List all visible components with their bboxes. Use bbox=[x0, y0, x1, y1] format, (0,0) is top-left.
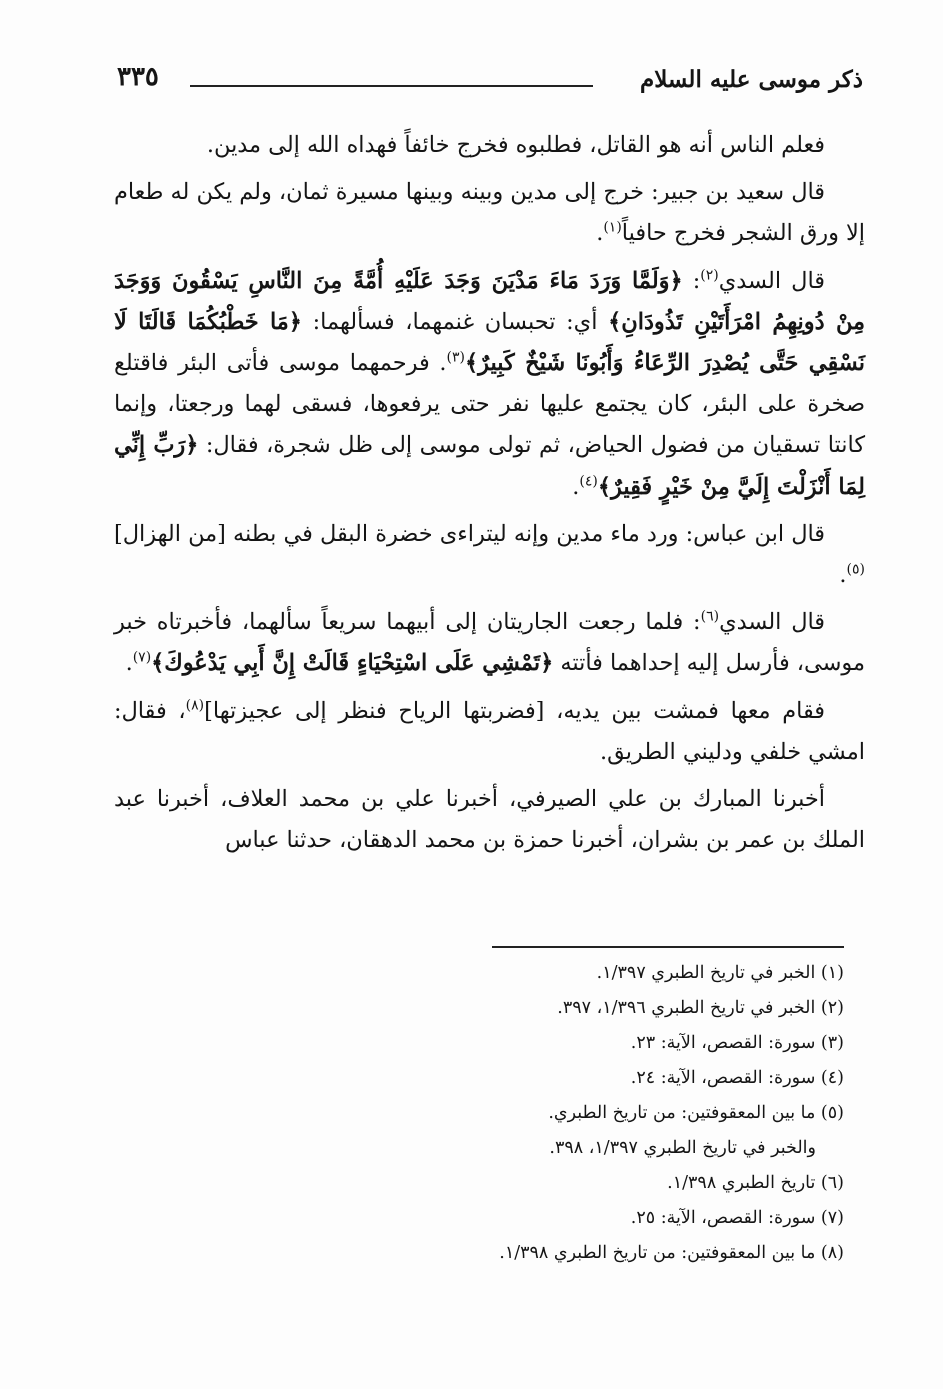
paragraph-5-text: : فلما رجعت الجاريتان إلى أبيهما سريعاً سألهما، فأخبرتاه خبر موسى، فأرسل إليه إحداهما فأتته bbox=[114, 609, 865, 677]
footnote-ref-5: (٥) bbox=[846, 561, 865, 578]
footnote-ref-2: (٢) bbox=[700, 267, 719, 284]
paragraph-1: فعلم الناس أنه هو القاتل، فطلبوه فخرج خائفاً فهداه الله إلى مدين. bbox=[206, 132, 825, 158]
quran-verse-4: ﴿تَمْشِي عَلَى اسْتِحْيَاءٍ قَالَتْ إِنَّ أَبِي يَدْعُوكَ﴾ bbox=[151, 650, 554, 677]
footnote-ref-8: (٨) bbox=[185, 697, 205, 714]
paragraph-6-text-1: فقام معها فمشت بين يديه، [فضربتها الرياح فنظر إلى عجيزتها] bbox=[204, 697, 825, 724]
footnote-2: (٢) الخبر في تاريخ الطبري ١/٣٩٦، ٣٩٧. bbox=[557, 998, 844, 1018]
main-text bbox=[114, 125, 865, 867]
quran-verse-3: ﴿رَبِّ إِنِّي لِمَا أَنْزَلْتَ إِلَيَّ مِنْ خَيْرٍ فَقِيرٌ﴾ bbox=[114, 432, 865, 500]
footnote-ref-7: (٧) bbox=[132, 649, 152, 666]
page-number: ٣٣٥ bbox=[117, 62, 159, 92]
footnotes bbox=[420, 956, 844, 1271]
footnote-ref-3: (٣) bbox=[446, 349, 466, 366]
paragraph-6-text-2: ، فقال: امشي خلفي ودليني الطريق. bbox=[114, 697, 865, 765]
quran-verse-2: ﴿مَا خَطْبُكُمَا قَالَتَا لَا نَسْقِي حَتَّى يُصْدِرَ الرِّعَاءُ وَأَبُونَا شَيْخٌ كَبِيرٌ﴾ bbox=[114, 308, 865, 377]
paragraph-2: قال سعيد بن جبير: خرج إلى مدين وبينه وبينها مسيرة ثمان، ولم يكن له طعام إلا ورق الشجر فخرج حافياً$^{(١)}$. bbox=[114, 179, 865, 247]
paragraph-3-text-1: أي: تحبسان غنمهما، فسألهما: bbox=[301, 308, 609, 335]
running-title: ذكر موسى عليه السلام bbox=[639, 66, 863, 93]
footnote-5-continuation: والخبر في تاريخ الطبري ١/٣٩٧، ٣٩٨. bbox=[549, 1138, 816, 1158]
paragraph-2-text: قال سعيد بن جبير: خرج إلى مدين وبينه وبينها مسيرة ثمان، ولم يكن له طعام إلا ورق الشجر فخرج حافياً bbox=[114, 179, 865, 247]
footnote-rule bbox=[492, 946, 844, 948]
paragraph-7: أخبرنا المبارك بن علي الصيرفي، أخبرنا علي بن محمد العلاف، أخبرنا عبد الملك بن عمر بن بشران، أخبرنا حمزة بن محمد الدهقان، حدثنا عباس bbox=[114, 786, 865, 854]
page-header bbox=[115, 62, 863, 102]
footnote-4: (٤) سورة: القصص، الآية: ٢٤. bbox=[630, 1068, 844, 1088]
paragraph-5-speaker: قال السدي bbox=[719, 609, 825, 636]
paragraph-4-text: قال ابن عباس: ورد ماء مدين وإنه ليتراءى خضرة البقل في بطنه [من الهزال] bbox=[114, 520, 825, 547]
paragraph-3-text-2: . فرحمهما موسى فأتى البئر فاقتلع صخرة على البئر، كان يجتمع عليها نفر حتى يرفعوها، فسقى لهما ورجعتا، وإنما كانتا تسقيان من فضول الحياض، ثم تولى موسى إلى ظل شجرة، فقال: bbox=[114, 350, 865, 459]
header-rule bbox=[190, 85, 593, 87]
paragraph-6 bbox=[114, 691, 865, 773]
footnote-8: (٨) ما بين المعقوفتين: من تاريخ الطبري ١/٣٩٨. bbox=[499, 1243, 844, 1263]
paragraph-3-speaker: قال السدي bbox=[718, 267, 825, 294]
paragraph-3-colon: : bbox=[682, 267, 701, 294]
footnote-3: (٣) سورة: القصص، الآية: ٢٣. bbox=[630, 1033, 844, 1053]
footnote-ref-4: (٤) bbox=[579, 473, 598, 490]
footnote-5: (٥) ما بين المعقوفتين: من تاريخ الطبري. bbox=[548, 1103, 844, 1123]
paragraph-5: قال السدي$^{(٦)}$: فلما رجعت الجاريتان إلى أبيهما سريعاً سألهما، فأخبرتاه خبر موسى، فأرسل إليه إحداهما فأتته ﴿تَمْشِي عَلَى اسْتِحْيَاءٍ قَالَتْ إِنَّ أَبِي يَدْعُوكَ﴾$^{(٧)}$. bbox=[114, 608, 865, 677]
quran-verse-1: ﴿وَلَمَّا وَرَدَ مَاءَ مَدْيَنَ وَجَدَ عَلَيْهِ أُمَّةً مِنَ النَّاسِ يَسْقُونَ وَوَجَدَ مِنْ دُونِهِمُ امْرَأَتَيْنِ تَذُودَانِ﴾ bbox=[114, 267, 865, 335]
paragraph-4: قال ابن عباس: ورد ماء مدين وإنه ليتراءى خضرة البقل في بطنه [من الهزال]$^{(٥)}$. bbox=[114, 520, 865, 589]
footnote-1: (١) الخبر في تاريخ الطبري ١/٣٩٧. bbox=[596, 963, 844, 983]
footnote-6: (٦) تاريخ الطبري ١/٣٩٨. bbox=[667, 1173, 844, 1193]
footnote-ref-1: (١) bbox=[603, 219, 622, 236]
footnote-ref-6: (٦) bbox=[700, 608, 720, 625]
footnote-7: (٧) سورة: القصص، الآية: ٢٥. bbox=[630, 1208, 844, 1228]
paragraph-3: قال السدي$^{(٢)}$: ﴿وَلَمَّا وَرَدَ مَاءَ مَدْيَنَ وَجَدَ عَلَيْهِ أُمَّةً مِنَ النَّاسِ يَسْقُونَ وَوَجَدَ مِنْ دُونِهِمُ امْرَأَتَيْنِ تَذُودَانِ﴾ أي: تحبسان غنمهما، فسألهما: ﴿مَا خَطْبُكُمَا قَالَتَا لَا نَسْقِي حَتَّى يُصْدِرَ الرِّعَاءُ وَأَبُونَا شَيْخٌ كَبِيرٌ﴾$^{(٣)}$. فرحمهما موسى فأتى البئر فاقتلع صخرة على البئر، كان يجتمع عليها نفر حتى يرفعوها، فسقى لهما ورجعتا، وإنما كانتا تسقيان من فضول الحياض، ثم تولى موسى إلى ظل شجرة، فقال: ﴿رَبِّ إِنِّي لِمَا أَنْزَلْتَ إِلَيَّ مِنْ خَيْرٍ فَقِيرٌ﴾$^{(٤)}$. bbox=[114, 267, 865, 500]
